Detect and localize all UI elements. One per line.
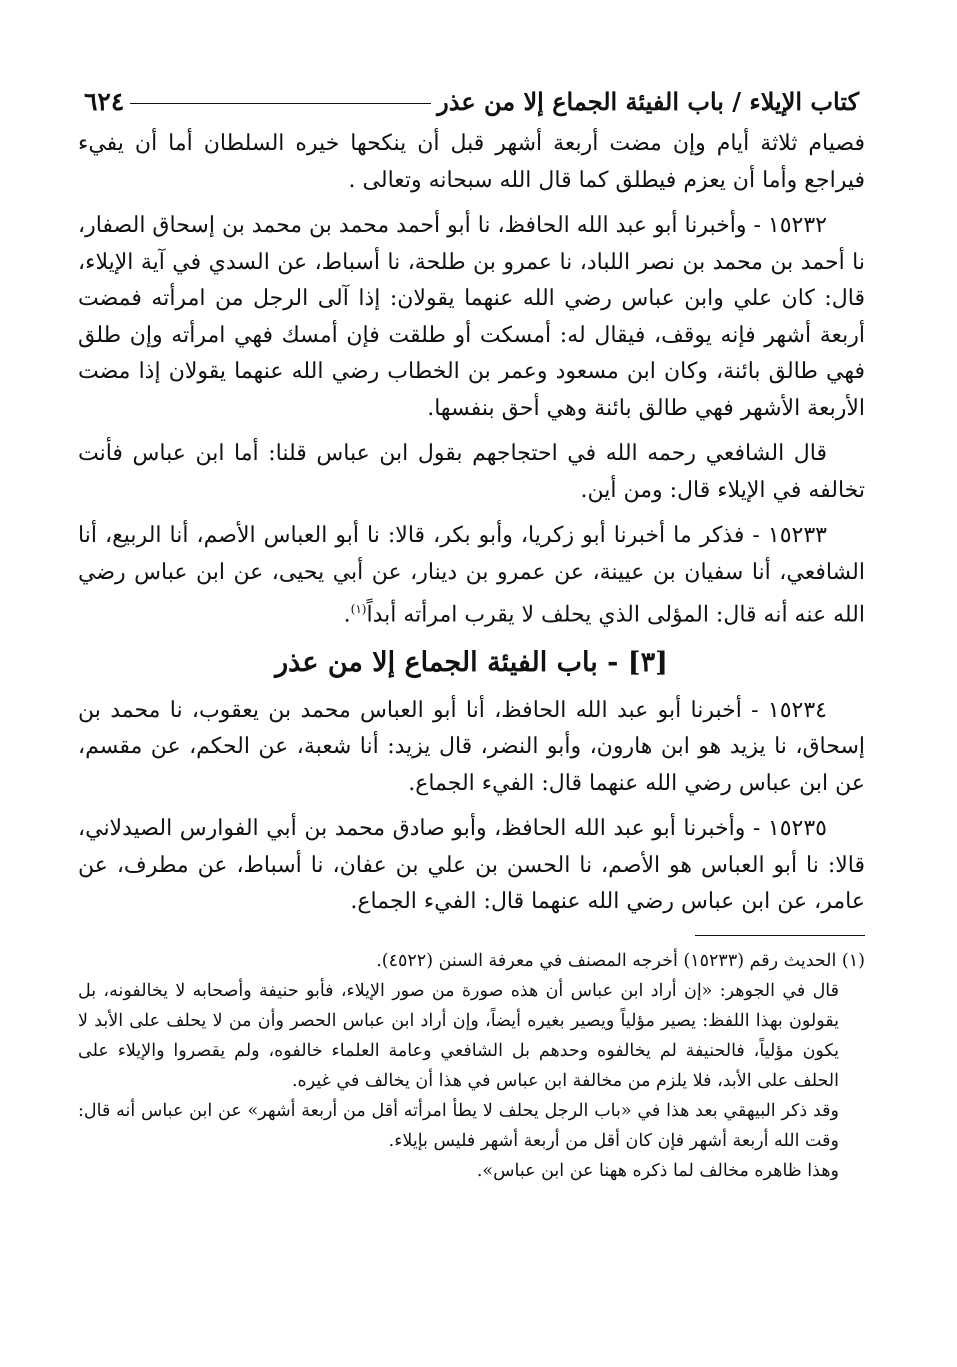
- paragraph: فصيام ثلاثة أيام وإن مضت أربعة أشهر قبل أن ينكحها خيره السلطان أما أن يفيء فيراجع وأما أن يعزم فيطلق كما قال الله سبحانه وتعالى .: [78, 131, 865, 193]
- footnote-text: وهذا ظاهره مخالف لما ذكره ههنا عن ابن عباس».: [476, 1160, 839, 1181]
- footnote-text: قال في الجوهر: «إن أراد ابن عباس أن هذه صورة من صور الإيلاء، فأبو حنيفة وأصحابه لا يخالفونه، بل يقولون بهذا اللفظ: يصير مؤلياً ويصير بغيره أيضاً، وإن أراد ابن عباس الحصر وأن من لا يحلف على الأبد لا يكون مؤلياً، فالحنيفة لم يخالفوه وحدهم بل الشافعي وعامة العلماء خالفوه، ولم يقصروا والإيلاء على الحلف على الأبد، فلا يلزم من مخالفة ابن عباس في هذا أن يخالف في غيره.: [78, 980, 839, 1091]
- paragraph: ١٥٢٣٥ - وأخبرنا أبو عبد الله الحافظ، وأبو صادق محمد بن أبي الفوارس الصيدلاني، قالا: نا أبو العباس هو الأصم، نا الحسن بن علي بن عفان، نا أسباط، عن مطرف، عن عامر، عن ابن عباس رضي الله عنهما قال: الفيء الجماع.: [78, 816, 865, 915]
- footnote: (١) الحديث رقم (١٥٢٣٣) أخرجه المصنف في معرفة السنن (٤٥٢٢).: [376, 950, 865, 971]
- footnote-separator: [695, 935, 865, 936]
- footnote-reference[interactable]: (١): [350, 602, 367, 616]
- paragraph: ١٥٢٣٤ - أخبرنا أبو عبد الله الحافظ، أنا أبو العباس محمد بن يعقوب، نا محمد بن إسحاق، نا يزيد هو ابن هارون، وأبو النضر، قال يزيد: أنا شعبة، عن الحكم، عن مقسم، عن ابن عباس رضي الله عنهما قال: الفيء الجماع.: [78, 697, 865, 796]
- page-number: ٦٢٤: [84, 87, 125, 116]
- paragraph: ١٥٢٣٢ - وأخبرنا أبو عبد الله الحافظ، نا أبو أحمد محمد بن محمد بن إسحاق الصفار، نا أحمد بن محمد بن نصر اللباد، نا عمرو بن طلحة، نا أسباط، عن السدي في آية الإيلاء، قال: كان علي وابن عباس رضي الله عنهما يقولان: إذا آلى الرجل من امرأته فمضت أربعة أشهر فإنه يوقف، فيقال له: أمسكت أو طلقت فإن أمسك فهي امرأته وإن طلق فهي طالق بائنة، وكان ابن مسعود وعمر بن الخطاب رضي الله عنهما يقولان إذا مضت الأربعة الأشهر فهي طالق بائنة وهي أحق بنفسها.: [77, 213, 865, 421]
- running-title: كتاب الإيلاء / باب الفيئة الجماع إلا من عذر: [437, 87, 859, 116]
- paragraph: [78, 518, 865, 634]
- paragraph: قال الشافعي رحمه الله في احتجاجهم بقول ابن عباس قلنا: أما ابن عباس فأنت تخالفه في الإيلاء قال: ومن أين.: [78, 441, 865, 503]
- section-heading: [٣] - باب الفيئة الجماع إلا من عذر: [275, 646, 668, 678]
- page-header: [78, 80, 865, 114]
- footnote-text: وقد ذكر البيهقي بعد هذا في «باب الرجل يحلف لا يطأ امرأته أقل من أربعة أشهر» عن ابن عباس أنه قال: وقت الله أربعة أشهر فإن كان أقل من أربعة أشهر فليس بإيلاء.: [78, 1100, 839, 1151]
- paragraph-text: ١٥٢٣٣ - فذكر ما أخبرنا أبو زكريا، وأبو بكر، قالا: نا أبو العباس الأصم، أنا الربيع، أنا الشافعي، أنا سفيان بن عيينة، عن عمرو بن دينار، عن أبي يحيى، عن ابن عباس رضي الله عنه أنه قال: المؤلى الذي يحلف لا يقرب امرأته أبداً: [78, 523, 865, 628]
- period: .: [343, 602, 351, 628]
- header-rule: [130, 103, 431, 104]
